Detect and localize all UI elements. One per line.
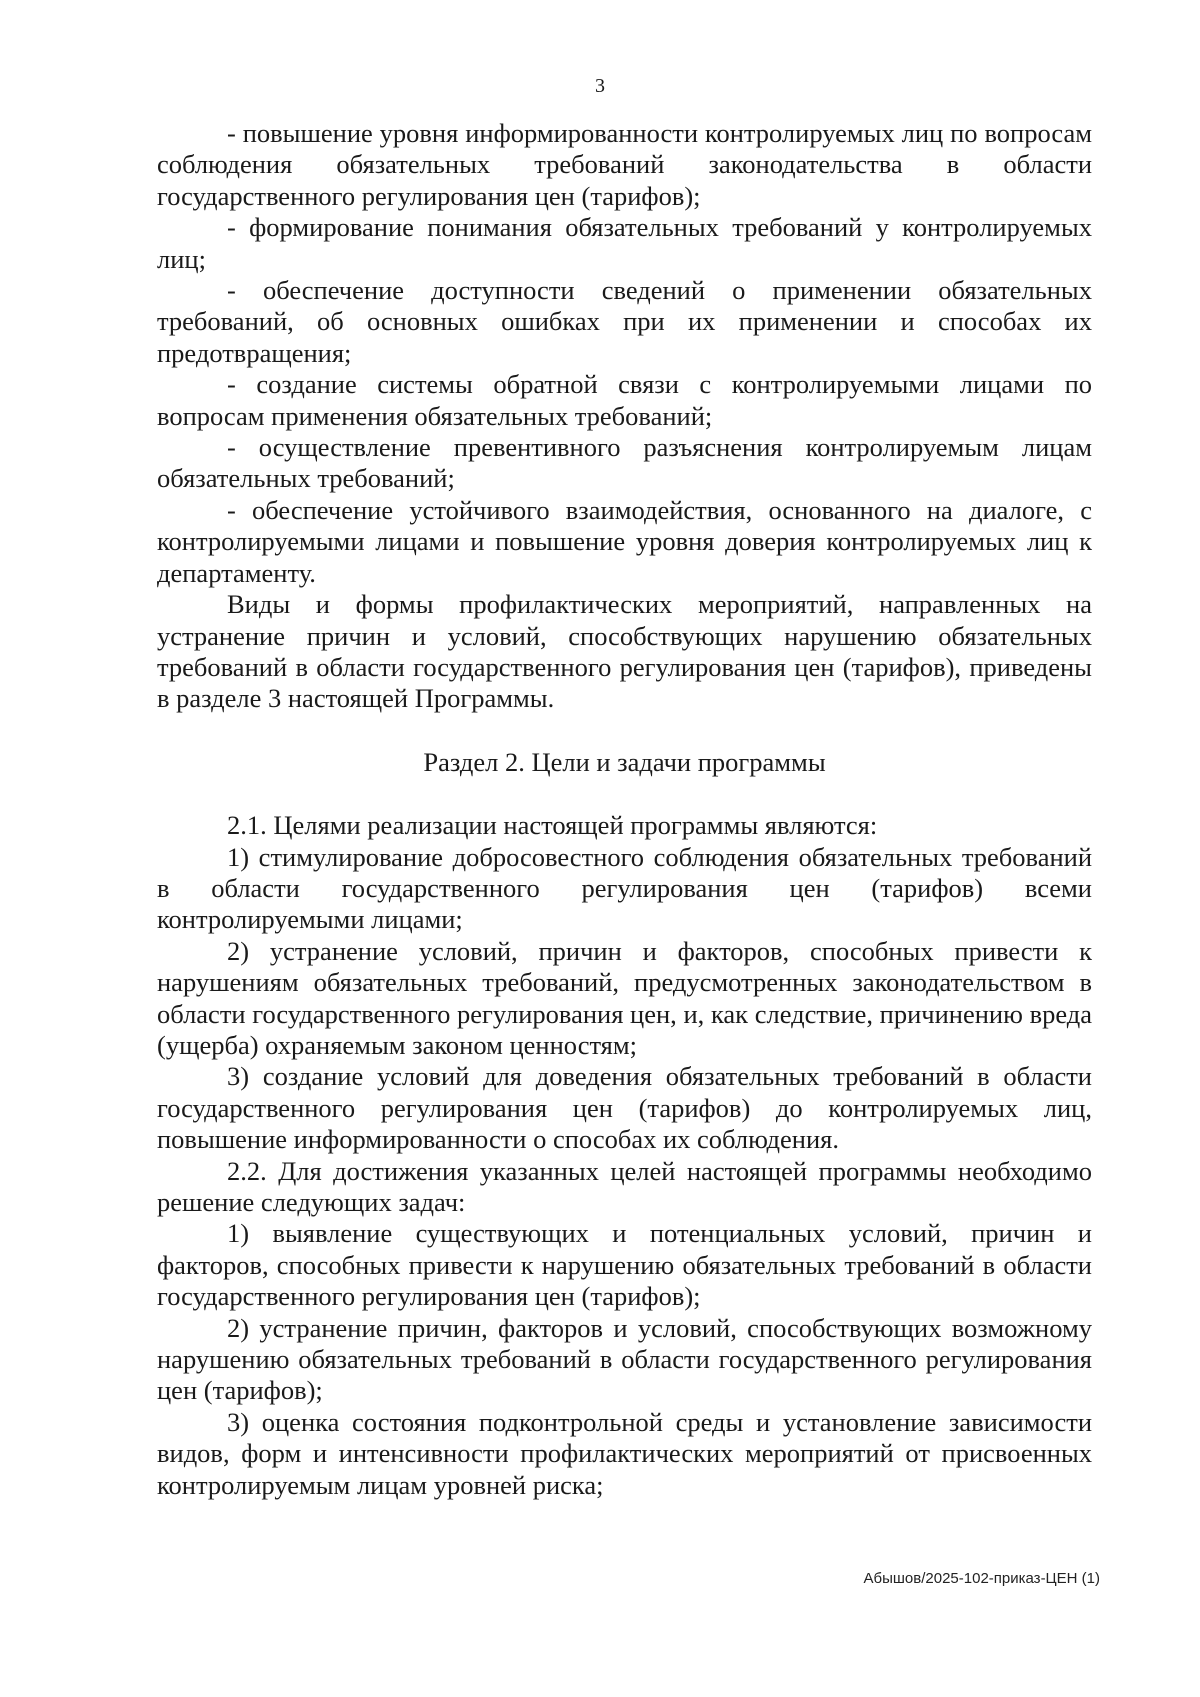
paragraph: 1) стимулирование добросовестного соблюдения обязательных требований в области государственного регулирования цен (тарифов) всеми контролируемыми лицами; [157,841,1092,935]
paragraph: - формирование понимания обязательных требований у контролируемых лиц; [157,212,1092,274]
document-code: Абышов/2025-102-приказ-ЦЕН (1) [863,1570,1100,1587]
paragraph: - повышение уровня информированности контролируемых лиц по вопросам соблюдения обязательных требований законодательства в области государственного регулирования цен (тарифов); [157,118,1092,211]
paragraph: - осуществление превентивного разъяснения контролируемым лицам обязательных требований; [157,432,1092,494]
page-number: 3 [595,75,605,97]
paragraph: 3) оценка состояния подконтрольной среды и установление зависимости видов, форм и интенсивности профилактических мероприятий от присвоенных контролируемым лицам уровней риска; [157,1406,1092,1500]
paragraph: 3) создание условий для доведения обязательных требований в области государственного регулирования цен (тарифов) до контролируемых лиц, повышение информированности о способах их соблюдения. [157,1061,1092,1155]
paragraph: 2.2. Для достижения указанных целей настоящей программы необходимо решение следующих задач: [157,1155,1092,1217]
paragraph: 2) устранение причин, факторов и условий, способствующих возможному нарушению обязательных требований в области государственного регулирования цен (тарифов); [157,1312,1092,1406]
paragraph: 2.1. Целями реализации настоящей программы являются: [227,810,878,841]
paragraph: - создание системы обратной связи с контролируемыми лицами по вопросам применения обязательных требований; [157,369,1092,431]
paragraph: Виды и формы профилактических мероприятий, направленных на устранение причин и условий, способствующих нарушению обязательных требований в области государственного регулирования цен (тарифов), приведены в разделе 3 настоящей Программы. [157,589,1092,714]
paragraph: - обеспечение устойчивого взаимодействия, основанного на диалоге, с контролируемыми лицами и повышение уровня доверия контролируемых лиц к департаменту. [157,494,1092,588]
paragraph: 2) устранение условий, причин и факторов, способных привести к нарушениям обязательных требований, предусмотренных законодательством в области государственного регулирования цен, и, как следствие, причинению вреда (ущерба) охраняемым законом ценностям; [157,935,1092,1060]
document-body [157,118,1092,1501]
paragraph: 1) выявление существующих и потенциальных условий, причин и факторов, способных привести к нарушению обязательных требований в области государственного регулирования цен (тарифов); [157,1218,1092,1312]
paragraph: - обеспечение доступности сведений о применении обязательных требований, об основных ошибках при их применении и способах их предотвращения; [157,275,1092,368]
section-heading: Раздел 2. Цели и задачи программы [423,746,826,777]
